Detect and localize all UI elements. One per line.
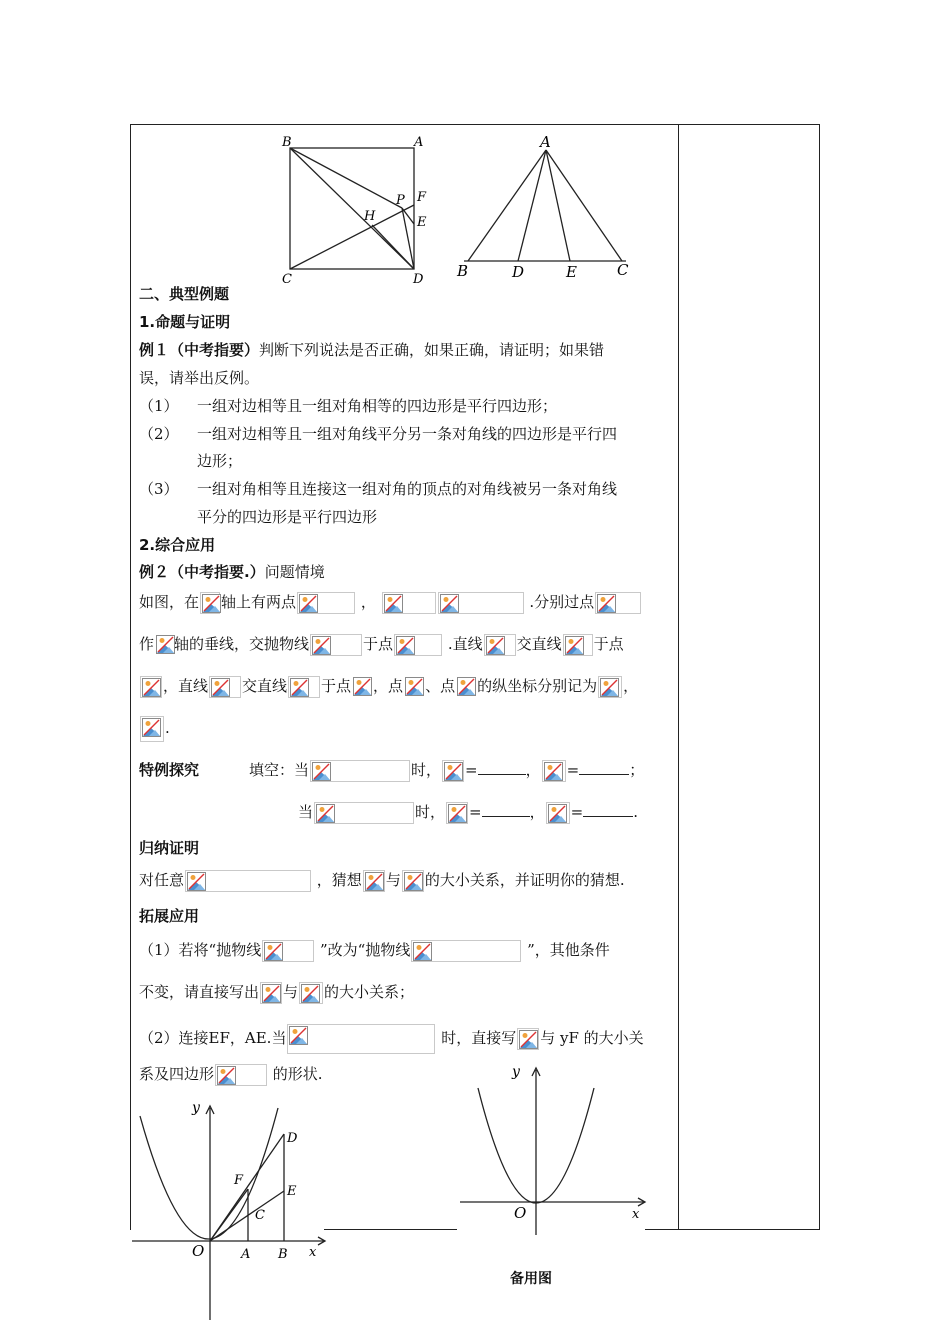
table-border-right [819, 124, 820, 1230]
subsection-1-title: 1.命题与证明 [139, 313, 231, 331]
label-C: C [282, 272, 292, 287]
table-border-bottom-left [324, 1229, 457, 1230]
item-3-text: 一组对角相等且连接这一组对角的顶点的对角线被另一条对角线 [197, 480, 618, 498]
answer-blank[interactable] [478, 760, 526, 775]
formula-image [563, 634, 593, 656]
item-2-text: 一组对边相等且一组对角线平分另一条对角线的四边形是平行四 [197, 425, 618, 443]
formula-image [200, 592, 220, 614]
text-frag: 时， [411, 761, 442, 779]
formula-image [297, 592, 355, 614]
example-2-line [139, 562, 325, 582]
example-2-intro: 问题情境 [264, 563, 325, 581]
text-frag: 的形状. [272, 1065, 323, 1083]
formula-image [382, 592, 436, 614]
text-frag: 的大小关系； [324, 983, 415, 1001]
item-1-text: 一组对边相等且一组对角相等的四边形是平行四边形； [197, 397, 558, 415]
text-frag: ”改为“抛物线 [320, 941, 411, 959]
text-frag: .直线 [447, 635, 483, 653]
formula-image [260, 982, 282, 1004]
table-border-left [130, 124, 131, 1230]
text-frag: 填空：当 [249, 761, 310, 779]
example-1-line2: 误，请举出反例。 [139, 369, 260, 387]
extension-line3 [139, 1024, 644, 1054]
text-frag: 当 [298, 803, 314, 821]
triangle-figure [452, 130, 642, 285]
formula-image [402, 870, 424, 892]
text-frag: 作 [139, 635, 155, 653]
text-frag: 轴的垂线，交抛物线 [174, 635, 310, 653]
label-P: P [396, 193, 405, 208]
induction-line [139, 870, 625, 892]
text-frag: ， [529, 803, 545, 821]
formula-image [595, 592, 641, 614]
label-D: D [413, 272, 424, 287]
special-case-line2 [298, 802, 638, 824]
special-case-line1 [139, 760, 644, 782]
section-title: 二、典型例题 [139, 285, 230, 303]
text-frag: （1）若将“抛物线 [139, 941, 262, 959]
text-frag: （2）连接EF，AE.当 [139, 1029, 287, 1047]
table-border-top [130, 124, 820, 125]
label-B: B [278, 1247, 288, 1262]
formula-image [456, 676, 476, 698]
formula-image [363, 870, 385, 892]
label-A: A [414, 135, 424, 150]
text-frag: ， [525, 761, 541, 779]
text-frag: 于点 [593, 635, 624, 653]
table-border-divider [678, 124, 679, 1230]
axis-x-label: x [632, 1207, 640, 1222]
text-frag: 与 yF 的大小关 [540, 1029, 644, 1047]
item-3 [139, 479, 617, 499]
text-frag: ，直线 [163, 677, 209, 695]
item-2-cont: 边形； [197, 452, 243, 470]
text-frag: . [165, 719, 170, 737]
text-frag: 的大小关系，并证明你的猜想. [424, 871, 625, 889]
label-F: F [417, 190, 427, 205]
axis-x-label: x [309, 1245, 317, 1260]
text-frag: .分别过点 [529, 593, 595, 611]
text-frag: 交直线 [242, 677, 288, 695]
text-frag: 对任意 [139, 871, 185, 889]
item-3-cont: 平分的四边形是平行四边形 [197, 508, 378, 526]
text-frag: = [566, 761, 580, 779]
label-C: C [255, 1208, 265, 1223]
example-2-label: 例２（中考指要.） [139, 563, 265, 581]
item-3-num: （3） [139, 480, 179, 498]
text-frag: 的纵坐标分别记为 [477, 677, 598, 695]
extension-line4 [139, 1064, 323, 1086]
text-frag: 系及四边形 [139, 1065, 215, 1083]
formula-image [209, 676, 241, 698]
text-frag: 于点 [363, 635, 394, 653]
text-frag: 与 [385, 871, 401, 889]
label-F: F [234, 1173, 244, 1188]
text-frag: 交直线 [516, 635, 562, 653]
label-H: H [364, 209, 376, 224]
text-frag: 与 [283, 983, 299, 1001]
text-frag: 轴上有两点 [221, 593, 297, 611]
example-1-label: 例１（中考指要） [139, 341, 260, 359]
formula-image [442, 760, 464, 782]
formula-image [140, 676, 162, 698]
formula-image [310, 634, 362, 656]
text-frag: 不变，请直接写出 [139, 983, 260, 1001]
extension-line1 [139, 940, 610, 962]
text-frag: 时，直接写 [441, 1029, 517, 1047]
text-frag: ， [623, 677, 639, 695]
label-D: D [512, 263, 525, 281]
formula-image [310, 760, 410, 782]
formula-image [352, 676, 372, 698]
item-2-num: （2） [139, 425, 179, 443]
extension-title: 拓展应用 [139, 907, 200, 925]
label-E: E [566, 263, 577, 281]
label-A: A [540, 133, 551, 151]
formula-image [404, 676, 424, 698]
formula-image [517, 1028, 539, 1050]
induction-title: 归纳证明 [139, 839, 200, 857]
special-title: 特例探究 [139, 761, 200, 779]
label-B: B [282, 135, 292, 150]
item-1 [139, 396, 557, 416]
formula-image [262, 940, 314, 962]
formula-image [215, 1064, 267, 1086]
example-2-para-line4 [139, 716, 170, 742]
text-frag: ”，其他条件 [527, 941, 610, 959]
text-frag: 时， [415, 803, 446, 821]
label-E: E [417, 215, 427, 230]
example-1-line1 [139, 340, 604, 360]
square-figure [278, 130, 438, 290]
formula-image [394, 634, 442, 656]
example-1-text: 判断下列说法是否正确，如果正确，请证明；如果错 [259, 341, 605, 359]
item-1-num: （1） [139, 397, 179, 415]
origin-label: O [192, 1242, 205, 1260]
text-frag: ，点 [373, 677, 404, 695]
formula-image [411, 940, 521, 962]
item-2 [139, 424, 617, 444]
answer-blank[interactable] [583, 802, 633, 817]
formula-image [446, 802, 468, 824]
formula-image [140, 716, 164, 742]
origin-label: O [514, 1204, 527, 1222]
parabola-graph-spare [456, 1060, 656, 1240]
spare-graph-caption: 备用图 [510, 1271, 552, 1287]
formula-image [155, 634, 173, 656]
answer-blank[interactable] [482, 802, 530, 817]
example-2-para-line3 [139, 676, 638, 698]
text-frag: ； [629, 761, 645, 779]
text-frag: = [570, 803, 584, 821]
text-frag: = [469, 803, 482, 821]
formula-image [598, 676, 622, 698]
formula-image [438, 592, 524, 614]
formula-image [287, 1024, 435, 1054]
label-B: B [457, 262, 469, 280]
axis-y-label: y [192, 1100, 200, 1116]
formula-image [546, 802, 570, 824]
formula-image [484, 634, 516, 656]
parabola-graph-main [128, 1094, 338, 1324]
label-C: C [617, 261, 629, 279]
formula-image [542, 760, 566, 782]
label-E: E [287, 1184, 297, 1199]
text-frag: 如图，在 [139, 593, 200, 611]
formula-image [314, 802, 414, 824]
answer-blank[interactable] [579, 760, 629, 775]
extension-line2 [139, 982, 414, 1004]
subsection-2-title: 2.综合应用 [139, 536, 216, 554]
text-frag: ， [360, 593, 376, 611]
axis-y-label: y [512, 1064, 520, 1080]
formula-image [288, 676, 320, 698]
table-border-bottom-right [645, 1229, 820, 1230]
formula-image [185, 870, 311, 892]
formula-image [299, 982, 323, 1004]
label-A: A [241, 1247, 251, 1262]
text-frag: = [465, 761, 478, 779]
text-frag: ，猜想 [316, 871, 362, 889]
text-frag: 于点 [321, 677, 352, 695]
example-2-para-line1 [139, 592, 642, 614]
example-2-para-line2 [139, 634, 624, 656]
text-frag: 、点 [425, 677, 456, 695]
label-D: D [287, 1131, 298, 1146]
text-frag: . [633, 803, 638, 821]
